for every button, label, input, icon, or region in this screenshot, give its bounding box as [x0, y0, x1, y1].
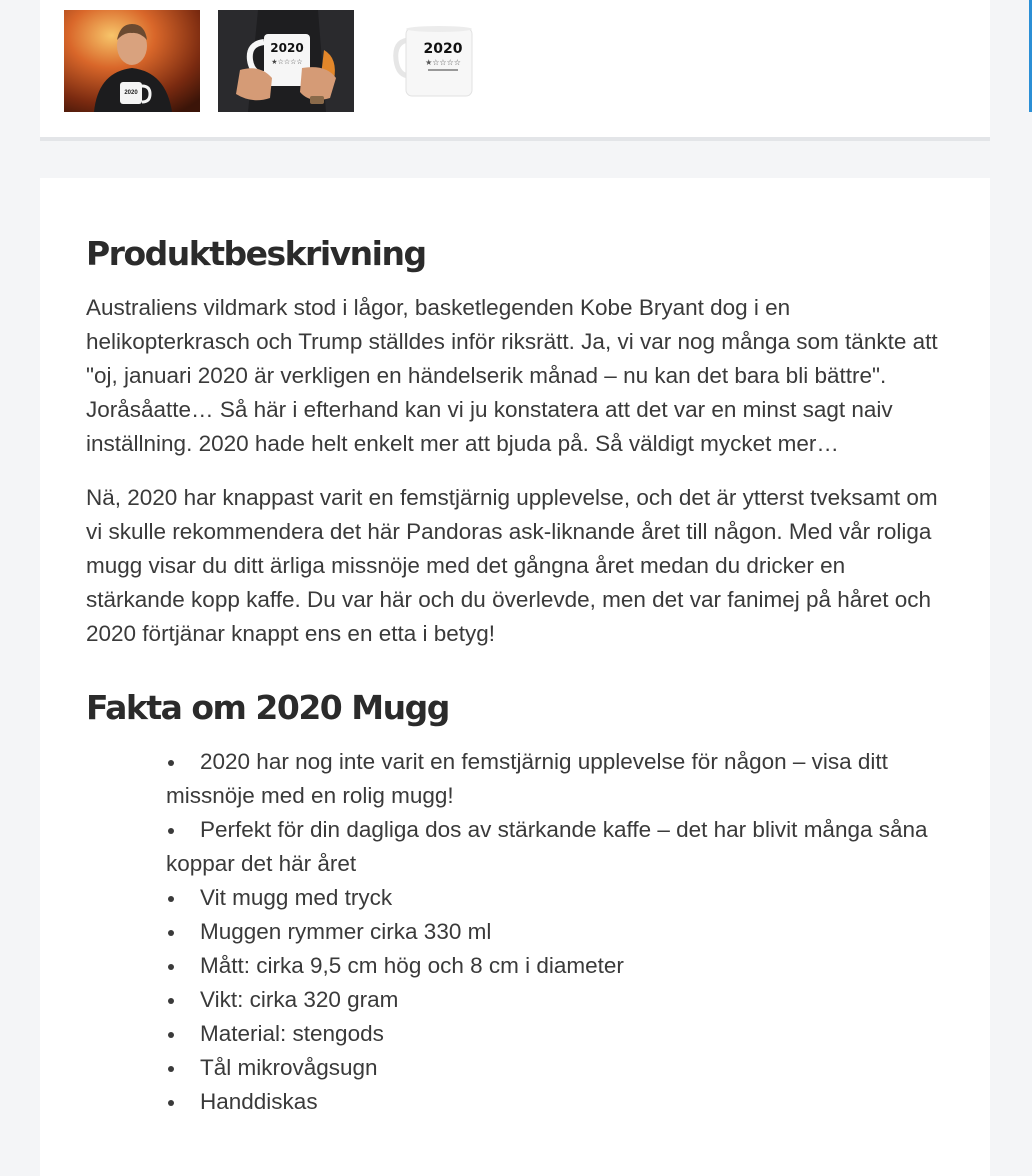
facts-list-item: Perfekt för din dagliga dos av stärkande kaffe – det har blivit många såna koppar det här året — [166, 813, 946, 881]
svg-text:★☆☆☆☆: ★☆☆☆☆ — [271, 58, 303, 66]
product-description-card — [40, 178, 990, 1176]
facts-list-item: Vikt: cirka 320 gram — [166, 983, 946, 1017]
thumbnail-image-man-with-mug — [64, 10, 200, 112]
facts-list-item: Muggen rymmer cirka 330 ml — [166, 915, 946, 949]
gallery-thumbnail-1[interactable] — [64, 10, 200, 112]
thumbnail-image-mug — [386, 10, 486, 112]
mug-print-text: 2020 — [124, 90, 138, 96]
facts-heading: Fakta om 2020 Mugg — [86, 688, 449, 727]
description-paragraph-2: Nä, 2020 har knappast varit en femstjärnig upplevelse, och det är ytterst tveksamt om vi skulle rekommendera det här Pandoras ask-liknande året till någon. Med vår roliga mugg visar du ditt ärliga missnöje med det gångna året medan du dricker en stärkande kopp kaffe. Du var här och du överlevde, men det var fanimej på håret och 2020 förtjänar knappt ens en etta i betyg! — [86, 485, 938, 646]
description-paragraph-1: Australiens vildmark stod i lågor, basketlegenden Kobe Bryant dog i en helikopterkrasch och Trump ställdes inför riksrätt. Ja, vi var nog många som tänkte att "oj, januari 2020 är verkligen en händelserik månad – nu kan det bara bli bättre". Joråsåatte… Så här i efterhand kan vi ju konstatera att det var en minst sagt naiv inställning. 2020 hade helt enkelt mer att bjuda på. Så väldigt mycket mer… — [86, 295, 938, 456]
thumbnail-image-hands-with-mug — [218, 10, 354, 112]
mug-print-text: 2020 — [423, 41, 463, 57]
facts-list-item: Mått: cirka 9,5 cm hög och 8 cm i diameter — [166, 949, 946, 983]
description-heading: Produktbeskrivning — [86, 234, 426, 273]
facts-list-item: Vit mugg med tryck — [166, 881, 946, 915]
facts-list-item: Material: stengods — [166, 1017, 946, 1051]
mug-print-text: 2020 — [270, 41, 304, 55]
product-gallery — [40, 0, 990, 141]
product-description-content — [86, 234, 946, 1119]
facts-list-item: Handdiskas — [166, 1085, 946, 1119]
facts-list-item: 2020 har nog inte varit en femstjärnig upplevelse för någon – visa ditt missnöje med en rolig mugg! — [166, 745, 946, 813]
facts-list-item: Tål mikrovågsugn — [166, 1051, 946, 1085]
gallery-thumbnail-3[interactable] — [386, 10, 486, 112]
facts-list — [86, 745, 946, 1119]
gallery-thumbnail-2[interactable] — [218, 10, 354, 112]
svg-text:★☆☆☆☆: ★☆☆☆☆ — [425, 58, 461, 67]
